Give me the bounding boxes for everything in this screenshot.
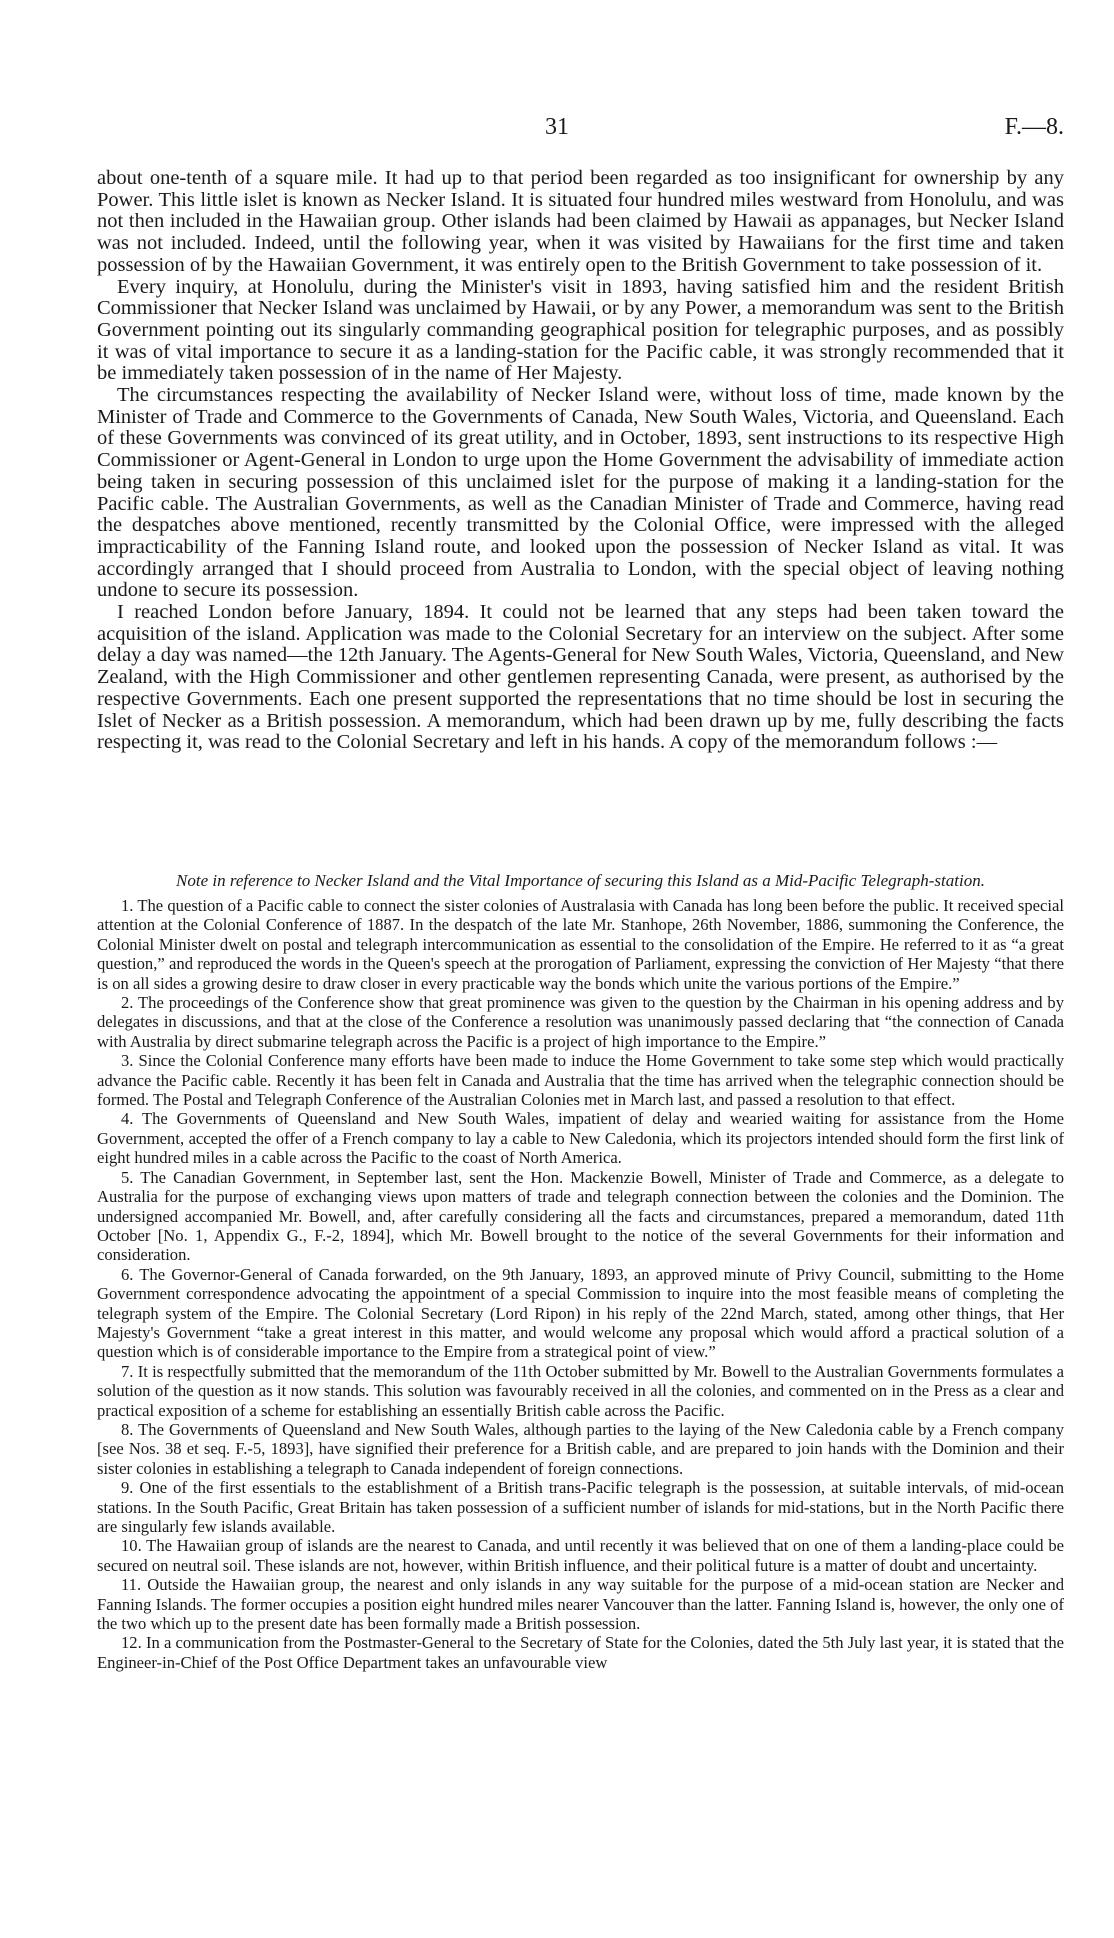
note-paragraph: 5. The Canadian Government, in September last, sent the Hon. Mackenzie Bowell, Minister of Trade and Commerce, as a delegate to Australia for the purpose of exchanging views upon matters of trade and telegraph connection between the colonies and the Dominion. The undersigned accompanied Mr. Bowell, and, after carefully considering all the facts and circumstances, prepared a memorandum, dated 11th October [No. 1, Appendix G., F.-2, 1894], which Mr. Bowell brought to the notice of the several Governments for their information and consideration. [97, 1167, 1064, 1265]
note-paragraph: 11. Outside the Hawaiian group, the nearest and only islands in any way suitable for the purpose of a mid-ocean station are Necker and Fanning Islands. The former occupies a position eight hundred miles nearer Vancouver than the latter. Fanning Island is, however, the only one of the two which up to the present date has been formally made a British possession. [97, 1575, 1064, 1634]
memorandum-note [97, 872, 1064, 1672]
note-paragraph: 4. The Governments of Queensland and New South Wales, impatient of delay and wearied waiting for assistance from the Home Government, accepted the offer of a French company to lay a cable to New Caledonia, which its projectors intended should form the first link of eight hundred miles in a cable across the Pacific to the coast of North America. [97, 1109, 1064, 1168]
note-paragraph: 12. In a communication from the Postmaster-General to the Secretary of State for the Colonies, dated the 5th July last year, it is stated that the Engineer-in-Chief of the Post Office Department takes an unfavourable view [97, 1633, 1064, 1672]
note-paragraph: 10. The Hawaiian group of islands are the nearest to Canada, and until recently it was believed that on one of them a landing-place could be secured on neutral soil. These islands are not, however, within British influence, and their political future is a matter of doubt and uncertainty. [97, 1536, 1064, 1575]
note-paragraph: 3. Since the Colonial Conference many efforts have been made to induce the Home Government to take some step which would practically advance the Pacific cable. Recently it has been felt in Canada and Australia that the time has arrived when the telegraphic connection should be formed. The Postal and Telegraph Conference of the Australian Colonies met in March last, and passed a resolution to that effect. [97, 1051, 1064, 1110]
note-paragraph: 1. The question of a Pacific cable to connect the sister colonies of Australasia with Canada has long been before the public. It received special attention at the Colonial Conference of 1887. In the despatch of the late Mr. Stanhope, 26th November, 1886, summoning the Conference, the Colonial Minister dwelt on postal and telegraph intercommunication as essential to the consolidation of the Empire. He referred to it as “a great question,” and reproduced the words in the Queen's speech at the prorogation of Parliament, expressing the conviction of Her Majesty “that there is on all sides a growing desire to draw closer in every practicable way the bonds which unite the various portions of the Empire.” [97, 896, 1064, 993]
note-paragraph: 2. The proceedings of the Conference show that great prominence was given to the question by the Chairman in his opening address and by delegates in discussions, and that at the close of the Conference a resolution was unanimously passed declaring that “the connection of Canada with Australia by direct submarine telegraph across the Pacific is a project of high importance to the Empire.” [97, 993, 1064, 1051]
note-title: Note in reference to Necker Island and the Vital Importance of securing this Island as a Mid-Pacific Telegraph-station. [176, 871, 985, 890]
paragraph: The circumstances respecting the availability of Necker Island were, without loss of time, made known by the Minister of Trade and Commerce to the Governments of Canada, New South Wales, Victoria, and Queensland. Each of these Governments was convinced of its great utility, and in October, 1893, sent instructions to its respective High Commissioner or Agent-General in London to urge upon the Home Government the advisability of immediate action being taken in securing possession of this unclaimed islet for the purpose of making it a landing-station for the Pacific cable. The Australian Governments, as well as the Canadian Minister of Trade and Commerce, having read the despatches above mentioned, recently transmitted by the Colonial Office, were impressed with the alleged impracticability of the Fanning Island route, and looked upon the possession of Necker Island as vital. It was accordingly arranged that I should proceed from Australia to London, with the special object of leaving nothing undone to secure its possession. [97, 384, 1064, 602]
main-text [97, 168, 1064, 754]
note-paragraph: 6. The Governor-General of Canada forwarded, on the 9th January, 1893, an approved minute of Privy Council, submitting to the Home Government correspondence advocating the appointment of a special Commission to inquire into the most feasible means of completing the telegraph system of the Empire. The Colonial Secretary (Lord Ripon) in his reply of the 22nd March, stated, among other things, that Her Majesty's Government “take a great interest in this matter, and would welcome any proposal which would afford a practical solution of a question which is of considerable importance to the Empire from a strategical point of view.” [97, 1264, 1064, 1362]
page-number: 31 [545, 114, 569, 140]
note-paragraph: 8. The Governments of Queensland and New South Wales, although parties to the laying of the New Caledonia cable by a French company [see Nos. 38 et seq. F.-5, 1893], have signified their preference for a British cable, and are prepared to join hands with the Dominion and their sister colonies in establishing a telegraph to Canada independent of foreign connections. [97, 1419, 1064, 1478]
paragraph: about one-tenth of a square mile. It had up to that period been regarded as too insignificant for ownership by any Power. This little islet is known as Necker Island. It is situated four hundred miles westward from Honolulu, and was not then included in the Hawaiian group. Other islands had been claimed by Hawaii as appanages, but Necker Island was not included. Indeed, until the following year, when it was visited by Hawaiians for the first time and taken possession of by the Hawaiian Government, it was entirely open to the British Government to take possession of it. [97, 167, 1064, 276]
document-reference: F.—8. [1004, 114, 1064, 140]
paragraph: Every inquiry, at Honolulu, during the Minister's visit in 1893, having satisfied him and the resident British Commissioner that Necker Island was unclaimed by Hawaii, or by any Power, a memorandum was sent to the British Government pointing out its singularly commanding geographical position for telegraphic purposes, and as possibly it was of vital importance to secure it as a landing-station for the Pacific cable, it was strongly recommended that it be immediately taken possession of in the name of Her Majesty. [97, 275, 1064, 385]
note-paragraph: 7. It is respectfully submitted that the memorandum of the 11th October submitted by Mr. Bowell to the Australian Governments formulates a solution of the question as it now stands. This solution was favourably received in all the colonies, and commented on in the Press as a clear and practical exposition of a scheme for establishing an essentially British cable across the Pacific. [97, 1361, 1064, 1420]
paragraph: I reached London before January, 1894. It could not be learned that any steps had been taken toward the acquisition of the island. Application was made to the Colonial Secretary for an interview on the subject. After some delay a day was named—the 12th January. The Agents-General for New South Wales, Victoria, Queensland, and New Zealand, with the High Commissioner and other gentlemen representing Canada, were present, as authorised by the respective Governments. Each one present supported the representations that no time should be lost in securing the Islet of Necker as a British possession. A memorandum, which had been drawn up by me, fully describing the facts respecting it, was read to the Colonial Secretary and left in his hands. A copy of the memorandum follows :— [97, 601, 1064, 754]
note-paragraph: 9. One of the first essentials to the establishment of a British trans-Pacific telegraph is the possession, at suitable intervals, of mid-ocean stations. In the South Pacific, Great Britain has taken possession of a sufficient number of islands for mid-stations, but in the North Pacific there are singularly few islands available. [97, 1478, 1064, 1536]
